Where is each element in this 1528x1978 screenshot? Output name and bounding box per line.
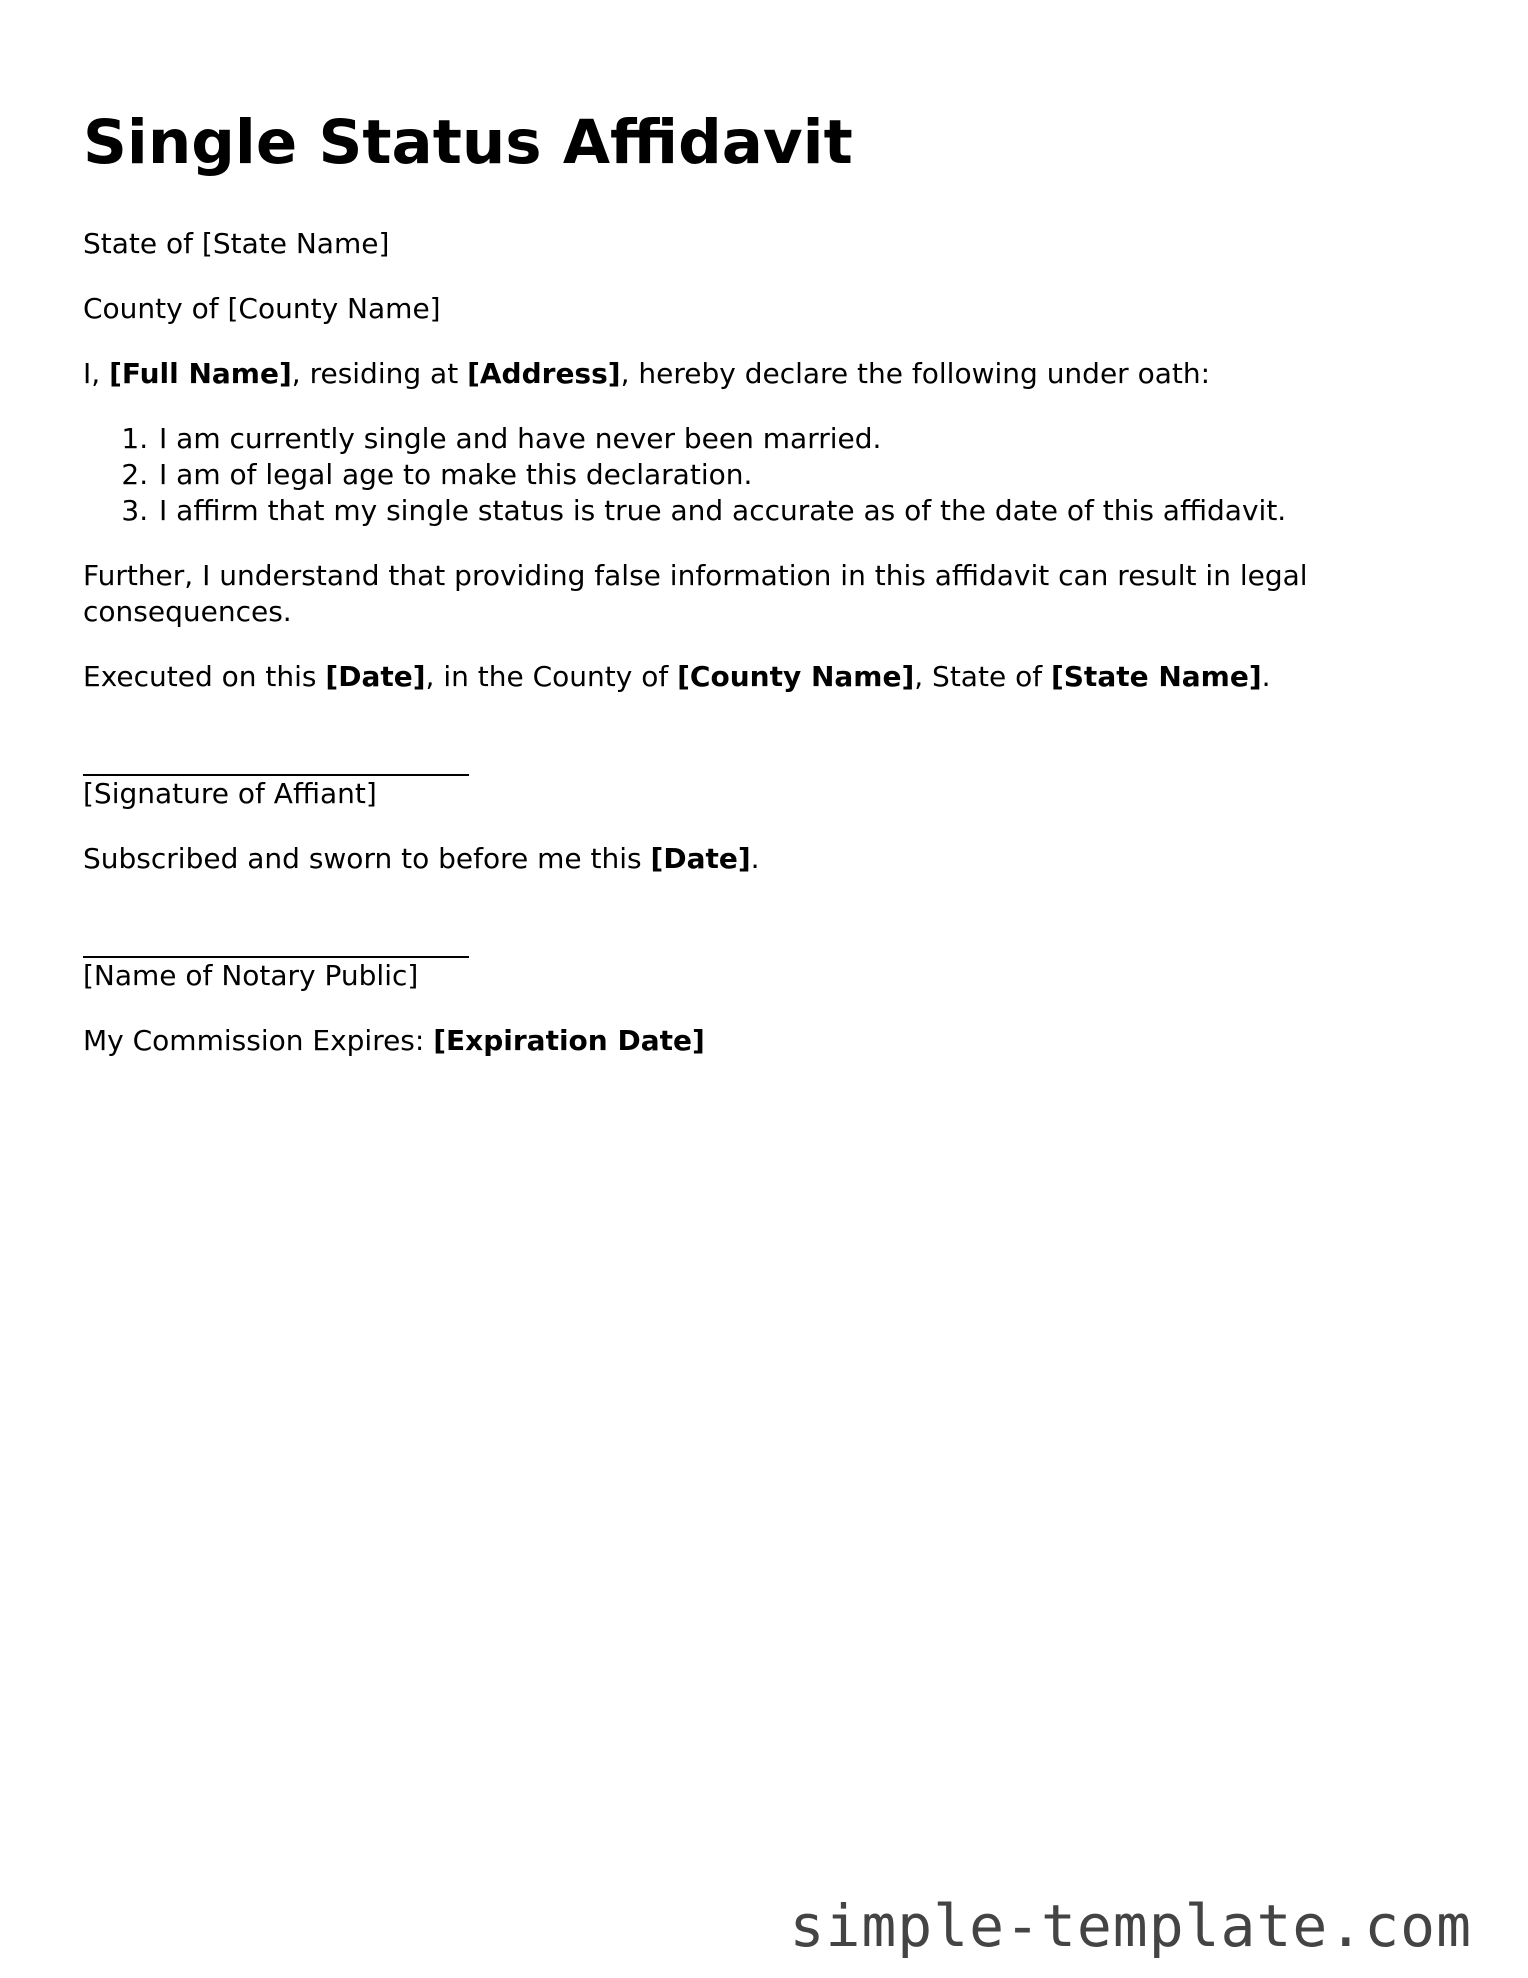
state-line: State of [State Name]	[83, 227, 390, 260]
county-line: County of [County Name]	[83, 292, 441, 325]
sworn-date-placeholder: [Date]	[650, 842, 751, 875]
address-placeholder: [Address]	[467, 357, 621, 390]
watermark: simple-template.com	[789, 1892, 1472, 1960]
affiant-signature-line	[83, 736, 469, 776]
further-paragraph: Further, I understand that providing false information in this affidavit can result in legal consequences.	[83, 559, 1308, 628]
executed-mid1: , in the County of	[425, 660, 678, 693]
document-title: Single Status Affidavit	[83, 107, 853, 178]
commission-date-placeholder: [Expiration Date]	[433, 1024, 705, 1057]
sworn-paragraph	[83, 841, 1423, 877]
declaration-suffix: , hereby declare the following under oath:	[620, 357, 1211, 390]
notary-signature-line	[83, 918, 469, 958]
notary-name-label: [Name of Notary Public]	[83, 959, 419, 992]
declaration-mid: , residing at	[291, 357, 468, 390]
declaration-prefix: I,	[83, 357, 110, 390]
sworn-prefix: Subscribed and sworn to before me this	[83, 842, 651, 875]
statement-item: 3. I affirm that my single status is true and accurate as of the date of this affidavit.	[157, 493, 1423, 529]
full-name-placeholder: [Full Name]	[109, 357, 292, 390]
executed-date-placeholder: [Date]	[325, 660, 426, 693]
executed-paragraph	[83, 659, 1423, 695]
statements-list	[83, 421, 1423, 529]
executed-mid2: , State of	[914, 660, 1051, 693]
executed-state-placeholder: [State Name]	[1050, 660, 1262, 693]
executed-county-placeholder: [County Name]	[677, 660, 915, 693]
executed-prefix: Executed on this	[83, 660, 326, 693]
affidavit-document	[83, 104, 1423, 1088]
declaration-paragraph	[83, 356, 1423, 392]
commission-paragraph	[83, 1023, 1423, 1059]
statement-item: 1. I am currently single and have never been married.	[157, 421, 1423, 457]
executed-suffix: .	[1261, 660, 1271, 693]
commission-prefix: My Commission Expires:	[83, 1024, 434, 1057]
statement-item: 2. I am of legal age to make this declaration.	[157, 457, 1423, 493]
sworn-suffix: .	[750, 842, 760, 875]
affiant-signature-label: [Signature of Affiant]	[83, 777, 377, 810]
